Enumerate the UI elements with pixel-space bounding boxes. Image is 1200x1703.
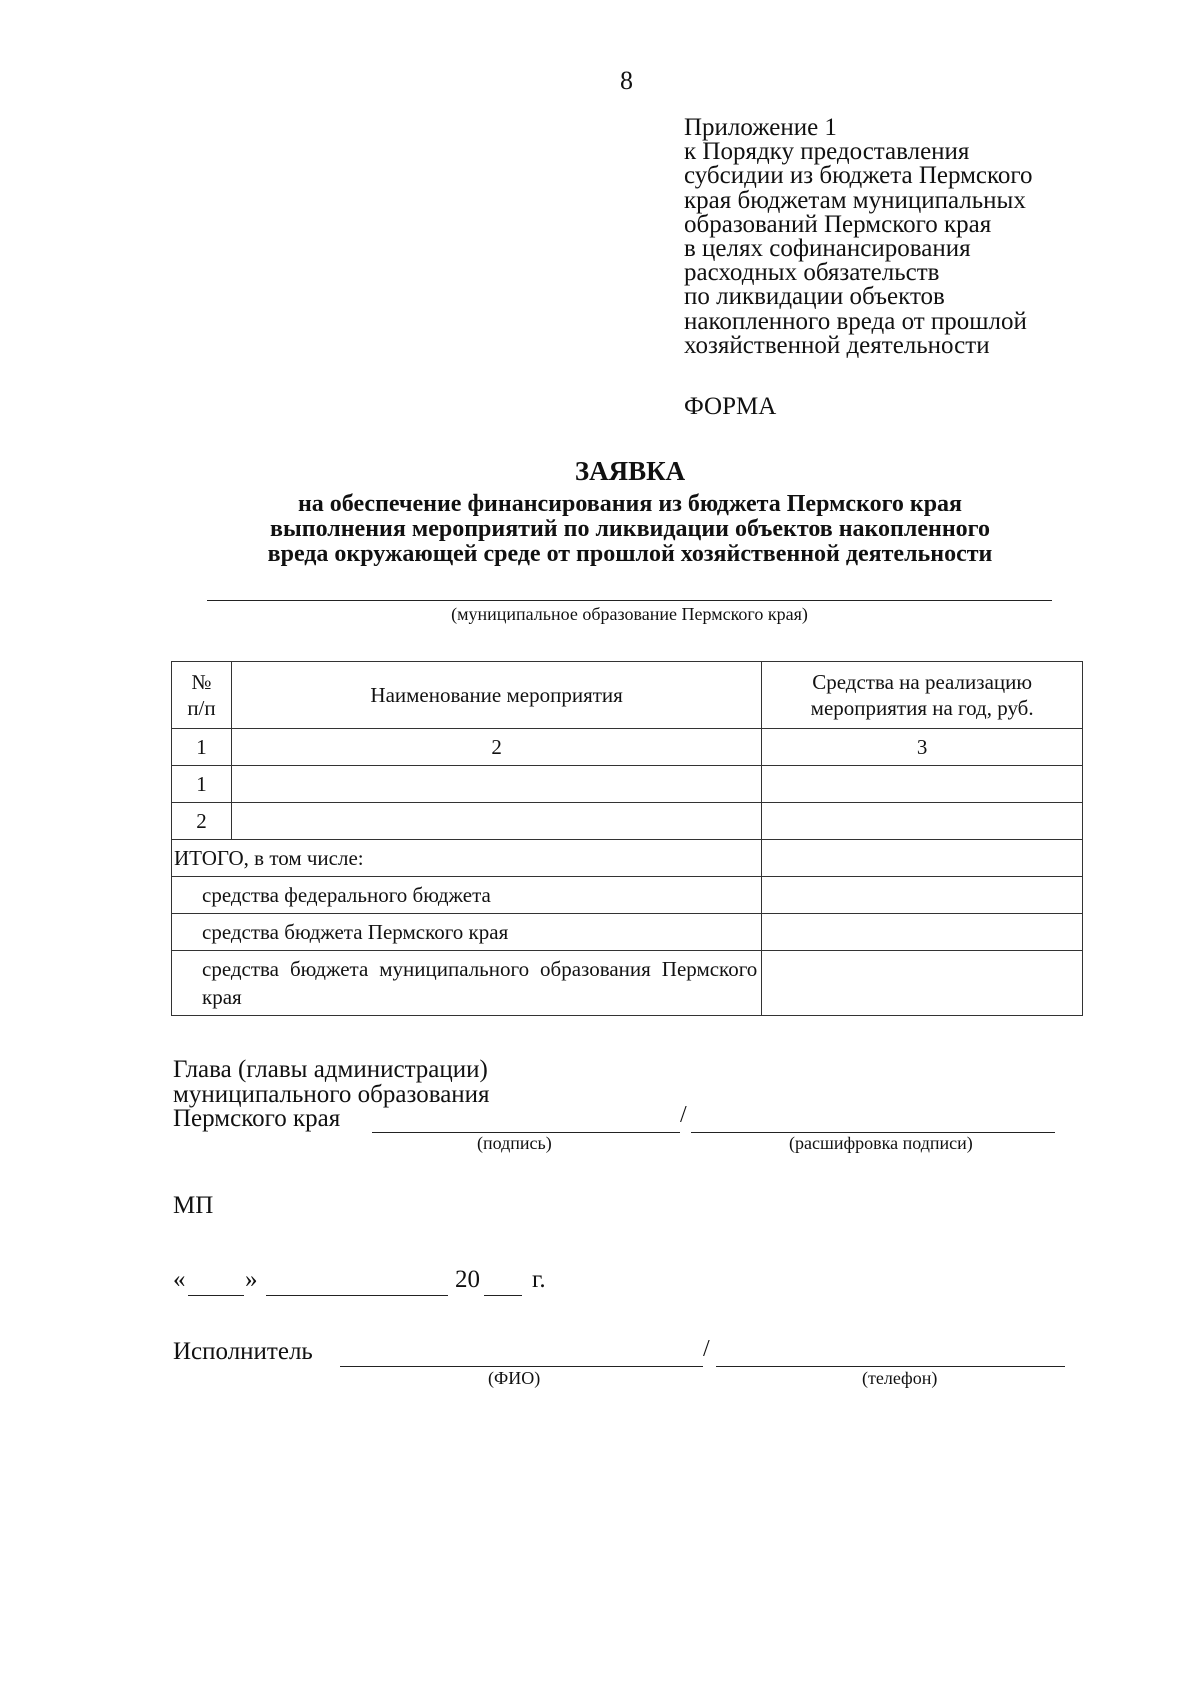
header-funds [762,662,1083,729]
activities-table [171,661,1083,1016]
header-num-line2: п/п [187,696,216,720]
executor-phone-caption: (телефон) [862,1368,938,1388]
row-funds-cell[interactable] [762,803,1083,840]
document-subtitle [0,492,1200,567]
appendix-line: хозяйственной деятельности [684,331,990,359]
signature-label-line: муниципального образования [173,1080,490,1108]
row-funds-cell[interactable] [762,766,1083,803]
form-label: ФОРМА [684,393,777,420]
col-number: 1 [172,729,232,766]
subtotal-row [172,877,1083,914]
document-title: ЗАЯВКА [574,456,686,486]
header-funds-line1: Средства на реализацию [812,670,1033,694]
date-line [173,1266,186,1294]
seal-label: МП [173,1192,214,1219]
table-row [172,803,1083,840]
row-name-cell[interactable] [231,766,761,803]
date-month-blank[interactable] [266,1295,448,1296]
total-row [172,840,1083,877]
subtitle-line: на обеспечение финансирования из бюджета Пермского края [297,491,963,517]
signature-caption: (подпись) [477,1133,552,1153]
subtotal-label-text: средства бюджета муниципального образования Пермского края [202,957,758,1009]
row-name-cell[interactable] [231,803,761,840]
col-number: 3 [762,729,1083,766]
row-num: 1 [172,766,232,803]
executor-phone-blank-line[interactable] [716,1366,1065,1367]
decoding-caption: (расшифровка подписи) [789,1133,973,1153]
header-num [172,662,232,729]
signature-separator: / [680,1102,687,1128]
header-num-line1: № [191,670,212,694]
subtotal-label [172,951,762,1016]
date-year-suffix: г. [532,1266,546,1293]
appendix-line: в целях софинансирования [684,235,971,263]
subtotal-row [172,914,1083,951]
subtotal-value-cell[interactable] [762,877,1083,914]
appendix-heading [684,116,1033,358]
head-signature-label [173,1058,490,1132]
subtitle-line: выполнения мероприятий по ликвидации объектов накопленного [270,516,990,542]
appendix-line: по ликвидации объектов [684,283,945,311]
appendix-line: расходных обязательств [684,259,940,287]
total-label: ИТОГО, в том числе: [172,840,762,877]
executor-name-blank-line[interactable] [340,1366,703,1367]
subtotal-label: средства бюджета Пермского края [172,914,762,951]
date-year-prefix: 20 [455,1266,480,1293]
page-number: 8 [620,66,633,95]
subtotal-value-cell[interactable] [762,951,1083,1016]
table-row [172,766,1083,803]
subtitle-line: вреда окружающей среде от прошлой хозяйственной деятельности [267,541,993,567]
appendix-line: к Порядку предоставления [684,138,970,166]
appendix-line: Приложение 1 [684,114,837,141]
subtotal-label: средства федерального бюджета [172,877,762,914]
date-day-blank[interactable] [188,1295,244,1296]
date-year-blank[interactable] [484,1295,522,1296]
signature-label-line: Пермского края [173,1105,341,1132]
executor-separator: / [703,1336,710,1362]
municipality-caption: (муниципальное образование Пермского края) [451,604,808,624]
subtotal-value-cell[interactable] [762,914,1083,951]
date-open-quote: « [173,1266,186,1293]
appendix-line: накопленного вреда от прошлой [684,307,1027,335]
col-number: 2 [231,729,761,766]
subtotal-row [172,951,1083,1016]
signature-label-line: Глава (главы администрации) [173,1056,488,1083]
table-header-row [172,662,1083,729]
header-name: Наименование мероприятия [231,662,761,729]
appendix-line: субсидии из бюджета Пермского [684,162,1033,190]
executor-name-caption: (ФИО) [488,1368,541,1388]
executor-label: Исполнитель [173,1338,313,1365]
header-funds-line2: мероприятия на год, руб. [810,696,1034,720]
row-num: 2 [172,803,232,840]
municipality-blank-line[interactable] [207,600,1052,601]
appendix-line: образований Пермского края [684,210,992,238]
column-number-row [172,729,1083,766]
total-value-cell[interactable] [762,840,1083,877]
appendix-line: края бюджетам муниципальных [684,186,1026,214]
date-close-quote: » [245,1266,258,1293]
